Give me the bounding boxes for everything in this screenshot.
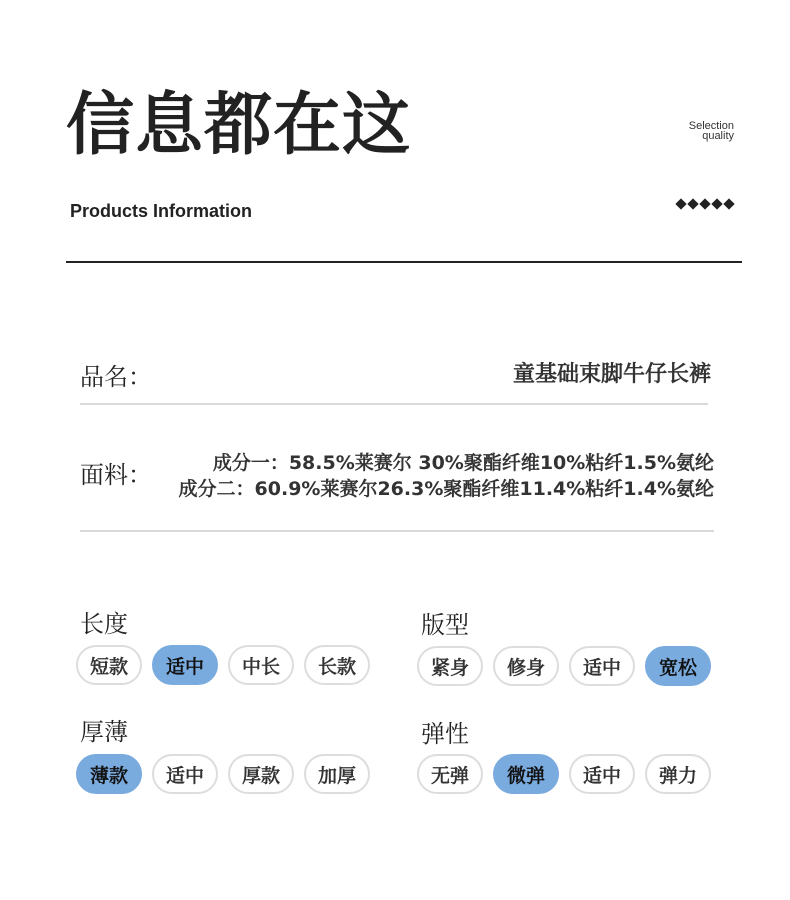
elasticity-title: 弹性 (421, 720, 469, 748)
product-name-label: 品名： (80, 363, 152, 391)
diamond-icon (675, 198, 686, 209)
elasticity-option-none[interactable]: 无弹 (417, 754, 483, 794)
tag-line-2: quality (702, 130, 734, 142)
fabric-composition-line-1: 成分一：58.5%莱赛尔 30%聚酯纤维10%粘纤1.5%氨纶 (212, 452, 714, 474)
selection-quality-tag (689, 121, 734, 141)
elasticity-option-medium[interactable]: 适中 (569, 754, 635, 794)
fabric-label: 面料： (80, 461, 152, 489)
length-option-short[interactable]: 短款 (76, 645, 142, 685)
thickness-option-thin-selected[interactable]: 薄款 (76, 754, 142, 794)
thickness-option-extra-thick[interactable]: 加厚 (304, 754, 370, 794)
diamond-icon (723, 198, 734, 209)
length-option-long[interactable]: 长款 (304, 645, 370, 685)
length-options (76, 645, 380, 685)
fit-option-regular[interactable]: 适中 (569, 646, 635, 686)
product-name-value: 童基础束脚牛仔长裤 (512, 362, 711, 387)
length-option-mid-long[interactable]: 中长 (228, 645, 294, 685)
elasticity-options (417, 754, 721, 794)
elasticity-option-slight-selected[interactable]: 微弹 (493, 754, 559, 794)
fabric-composition-line-2: 成分二：60.9%莱赛尔26.3%聚酯纤维11.4%粘纤1.4%氨纶 (178, 478, 714, 500)
length-title: 长度 (80, 610, 128, 638)
fabric-composition (179, 450, 714, 502)
fit-option-slim[interactable]: 修身 (493, 646, 559, 686)
thickness-option-medium[interactable]: 适中 (152, 754, 218, 794)
thickness-options (76, 754, 380, 794)
diamond-icon (711, 198, 722, 209)
diamond-ornament (676, 200, 734, 208)
tag-line-1: Selection (688, 120, 734, 132)
fabric-divider (80, 530, 714, 532)
diamond-icon (687, 198, 698, 209)
length-option-medium-selected[interactable]: 适中 (152, 645, 218, 685)
product-name-divider (80, 403, 708, 405)
fit-option-loose-selected[interactable]: 宽松 (645, 646, 711, 686)
diamond-icon (699, 198, 710, 209)
thickness-title: 厚薄 (80, 718, 128, 746)
elasticity-option-stretch[interactable]: 弹力 (645, 754, 711, 794)
fit-option-tight[interactable]: 紧身 (417, 646, 483, 686)
fit-title: 版型 (421, 611, 469, 639)
header-divider (66, 261, 742, 263)
fit-options (417, 646, 721, 686)
page-subtitle: Products Information (70, 201, 253, 221)
thickness-option-thick[interactable]: 厚款 (228, 754, 294, 794)
page-title: 信息都在这 (66, 86, 412, 165)
